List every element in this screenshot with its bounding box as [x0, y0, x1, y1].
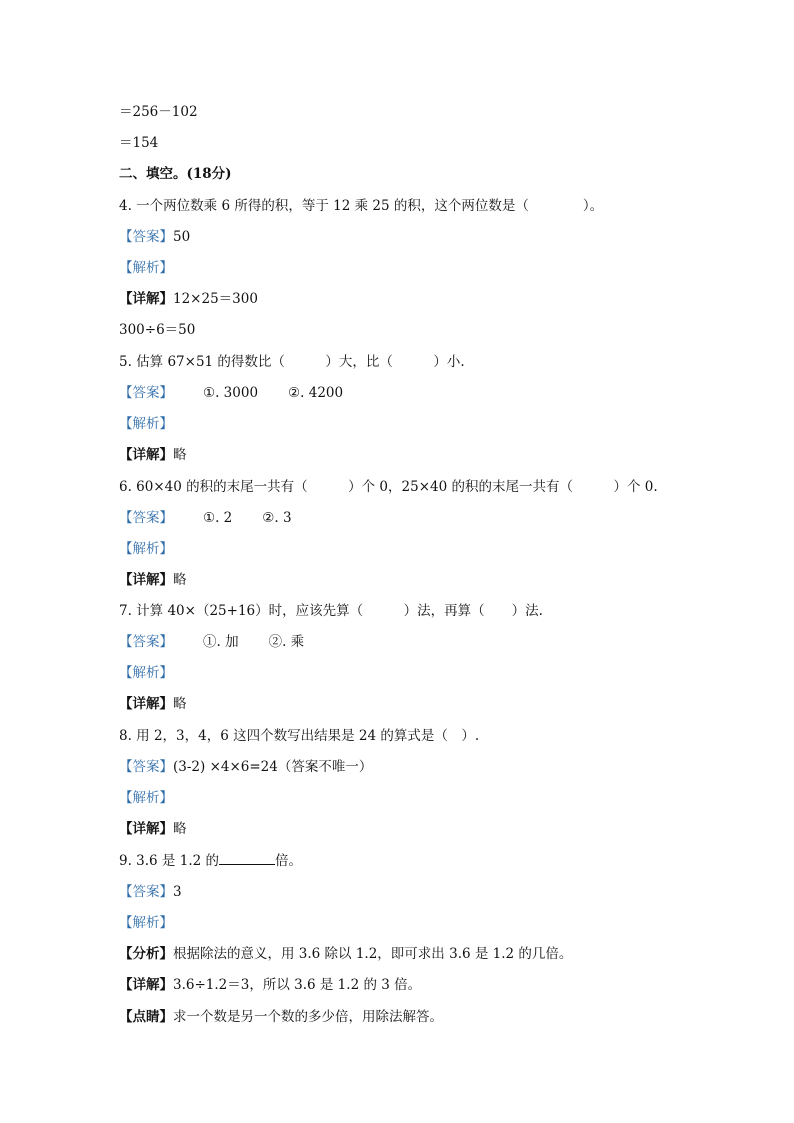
answer-line [119, 634, 304, 650]
detail-line [119, 977, 421, 993]
detail-line [119, 572, 187, 588]
answer-tag: 【答案】 [119, 385, 173, 401]
question-5: 5. 估算 67×51 的得数比（ ）大，比（ ）小. [119, 354, 465, 370]
detail-tag: 【详解】 [119, 291, 173, 307]
analysis-tag: 【解析】 [119, 541, 173, 557]
answer-line [119, 229, 190, 245]
detail-text: 12×25＝300 [173, 291, 258, 307]
analysis-tag: 【解析】 [119, 416, 173, 432]
analysis-tag: 【解析】 [119, 915, 173, 931]
detail-line [119, 696, 187, 712]
detail-text: 略 [173, 447, 187, 463]
analysis-tag: 【解析】 [119, 790, 173, 806]
question-6: 6. 60×40 的积的末尾一共有（ ）个 0，25×40 的积的末尾一共有（ ）个 0. [119, 479, 658, 495]
dianjing-tag: 【点睛】 [119, 1009, 173, 1025]
answer-value: 50 [173, 229, 191, 245]
question-4: 4. 一个两位数乘 6 所得的积，等于 12 乘 25 的积，这个两位数是（ ）。 [119, 198, 604, 214]
answer-line [119, 884, 182, 900]
analysis-tag: 【解析】 [119, 665, 173, 681]
answer-line [119, 510, 292, 526]
fenxi-line [119, 946, 572, 962]
continuation-line: ＝154 [119, 135, 159, 151]
question-9 [119, 852, 302, 869]
question-text-b: 倍。 [274, 853, 302, 869]
detail-line-2: 300÷6＝50 [119, 322, 196, 338]
detail-tag: 【详解】 [119, 447, 173, 463]
detail-line [119, 821, 187, 837]
answer-value-1: ①. 加 [203, 634, 239, 650]
detail-tag: 【详解】 [119, 572, 173, 588]
answer-value-1: ①. 2 [203, 510, 233, 526]
answer-value-2: ②. 3 [262, 510, 292, 526]
analysis-tag: 【解析】 [119, 260, 173, 276]
detail-tag: 【详解】 [119, 696, 173, 712]
fill-blank [219, 852, 275, 865]
answer-value-2: ②. 乘 [268, 634, 305, 650]
answer-line [119, 759, 372, 775]
section-heading: 二、填空。(18分) [119, 166, 232, 182]
dianjing-line [119, 1009, 443, 1025]
question-8: 8. 用 2，3，4，6 这四个数写出结果是 24 的算式是（ ）. [119, 728, 480, 744]
answer-value-1: ①. 3000 [203, 385, 259, 401]
detail-text: 3.6÷1.2＝3，所以 3.6 是 1.2 的 3 倍。 [173, 977, 422, 993]
fenxi-text: 根据除法的意义，用 3.6 除以 1.2，即可求出 3.6 是 1.2 的几倍。 [173, 946, 573, 962]
fenxi-tag: 【分析】 [119, 946, 173, 962]
detail-line [119, 291, 258, 307]
answer-tag: 【答案】 [119, 634, 173, 650]
answer-value: 3 [173, 884, 182, 900]
answer-tag: 【答案】 [119, 510, 173, 526]
answer-tag: 【答案】 [119, 229, 173, 245]
detail-tag: 【详解】 [119, 821, 173, 837]
dianjing-text: 求一个数是另一个数的多少倍，用除法解答。 [173, 1009, 443, 1025]
detail-text: 略 [173, 821, 187, 837]
answer-value-2: ②. 4200 [288, 385, 344, 401]
question-7: 7. 计算 40×（25+16）时，应该先算（ ）法，再算（ ）法. [119, 603, 543, 619]
answer-tag: 【答案】 [119, 759, 173, 775]
continuation-line: ＝256－102 [119, 104, 198, 120]
detail-text: 略 [173, 572, 187, 588]
answer-tag: 【答案】 [119, 884, 173, 900]
detail-line [119, 447, 187, 463]
detail-tag: 【详解】 [119, 977, 173, 993]
answer-line [119, 385, 343, 401]
question-text-a: 9. 3.6 是 1.2 的 [119, 853, 219, 869]
detail-text: 略 [173, 696, 187, 712]
answer-value: (3-2) ×4×6=24（答案不唯一） [173, 759, 373, 775]
